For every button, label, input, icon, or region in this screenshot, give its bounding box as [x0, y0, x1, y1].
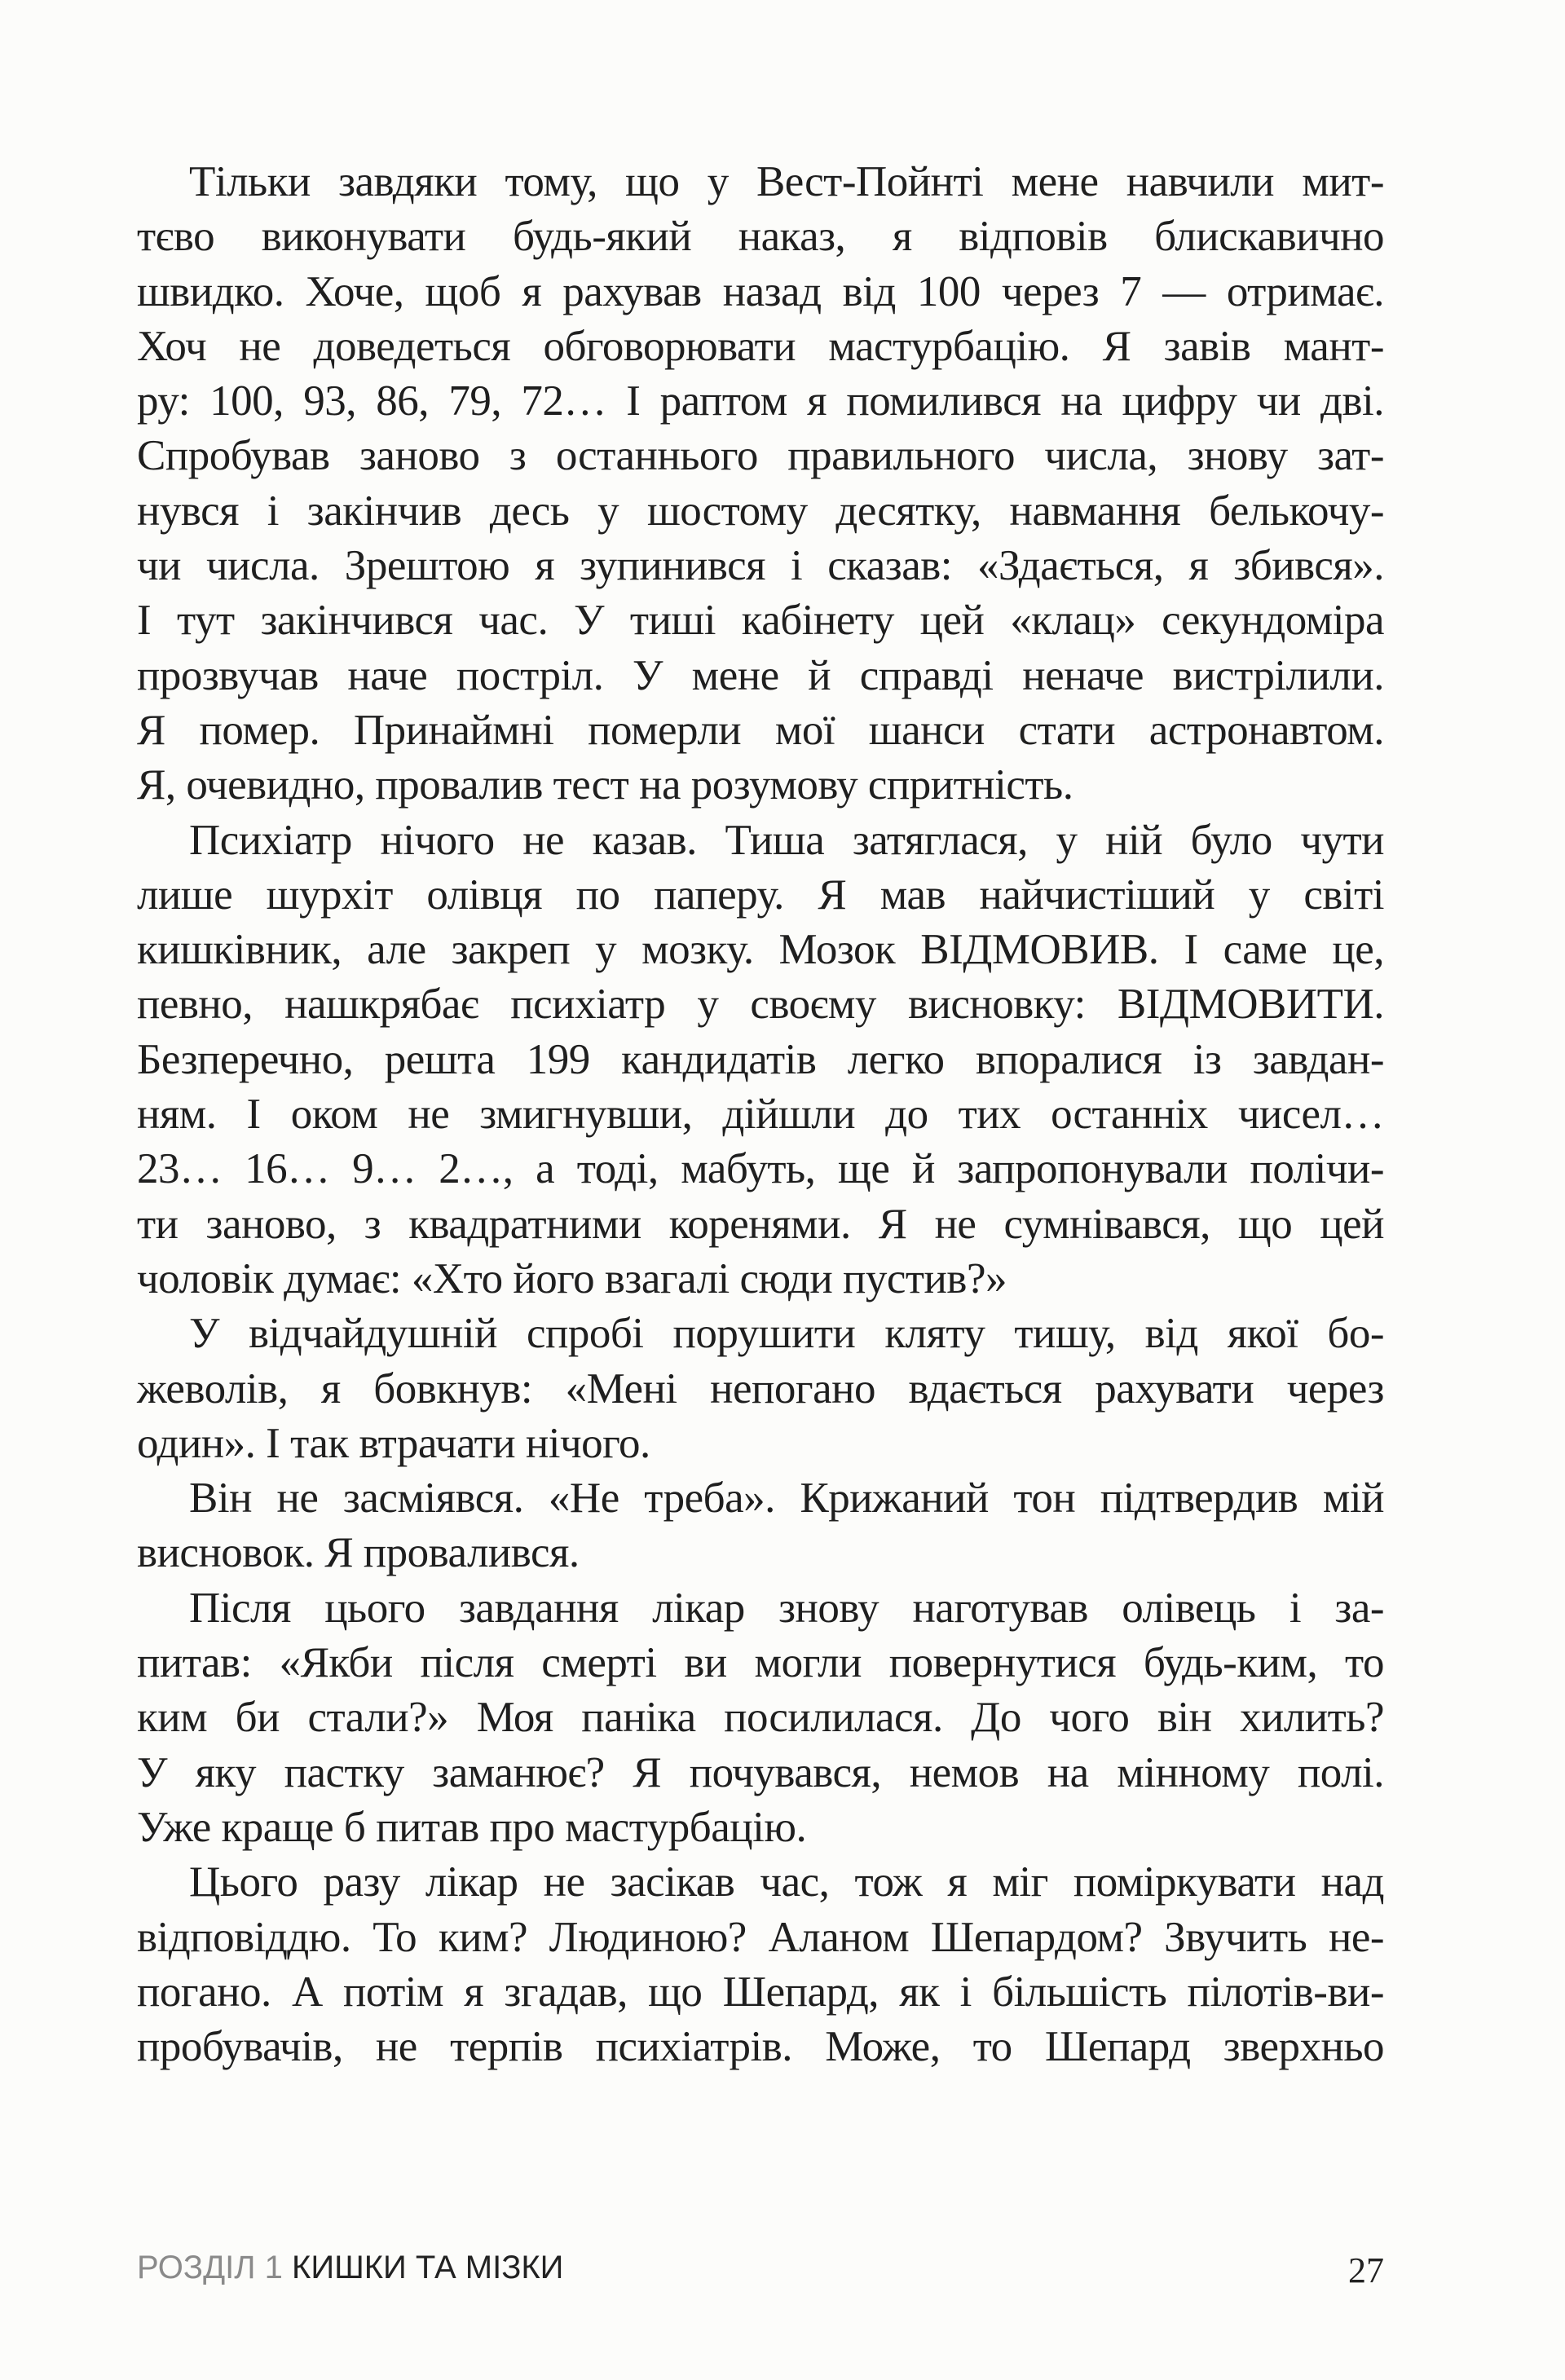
text-line: чоловік думає: «Хто його взагалі сюди пустив?»: [137, 1254, 1007, 1302]
text-line: Спробував заново з останнього правильного числа, знову зат-: [137, 432, 1384, 480]
text-line: лише шурхіт олівця по паперу. Я мав найчистіший у світі: [137, 870, 1384, 919]
text-line: Хоч не доведеться обговорювати мастурбацію. Я завів мант-: [137, 322, 1384, 370]
page-number: 27: [1348, 2250, 1384, 2290]
chapter-title: КИШКИ ТА МІЗКИ: [292, 2250, 564, 2285]
text-line: певно, нашкрябає психіатр у своєму висновку: ВІДМОВИТИ.: [137, 981, 1384, 1029]
paragraph: [137, 1855, 1384, 2074]
paragraph: [137, 813, 1384, 1307]
text-line: прозвучав наче постріл. У мене й справді неначе вистрілили.: [137, 651, 1384, 699]
text-line: І тут закінчився час. У тиші кабінету цей «клац» секундоміра: [137, 597, 1384, 645]
paragraph: [137, 1471, 1384, 1581]
text-line: У відчайдушній спробі порушити кляту тишу, від якої бо-: [189, 1310, 1384, 1358]
text-line: Він не засміявся. «Не треба». Крижаний тон підтвердив мій: [189, 1474, 1384, 1523]
paragraph: [137, 1307, 1384, 1471]
text-line: питав: «Якби після смерті ви могли повернутися будь-ким, то: [137, 1639, 1384, 1687]
text-line: тєво виконувати будь-який наказ, я відповів блискавично: [137, 213, 1384, 261]
text-line: ням. І оком не змигнувши, дійшли до тих останніх чисел…: [137, 1091, 1384, 1139]
text-line: Психіатр нічого не казав. Тиша затяглася, у ній було чути: [189, 816, 1384, 864]
text-line: 23… 16… 9… 2…, а тоді, мабуть, ще й запропонували полічи-: [137, 1145, 1384, 1193]
text-line: висновок. Я провалився.: [137, 1529, 580, 1577]
text-line: Я, очевидно, провалив тест на розумову спритність.: [137, 761, 1073, 809]
text-line: ким би стали?» Моя паніка посилилася. До чого він хилить?: [137, 1694, 1384, 1742]
text-line: жеволів, я бовкнув: «Мені непогано вдається рахувати через: [137, 1364, 1384, 1413]
text-line: Тільки завдяки тому, що у Вест-Пойнті мене навчили мит-: [189, 158, 1384, 205]
text-line: Після цього завдання лікар знову наготував олівець і за-: [189, 1584, 1384, 1632]
paragraph: [137, 1581, 1384, 1855]
text-line: ру: 100, 93, 86, 79, 72… І раптом я помилився на цифру чи дві.: [137, 377, 1384, 425]
running-footer: [137, 2250, 1384, 2298]
text-line: Я помер. Принаймні померли мої шанси стати астронавтом.: [137, 706, 1384, 754]
text-line: відповіддю. То ким? Людиною? Аланом Шепардом? Звучить не-: [137, 1913, 1384, 1961]
text-line: нувся і закінчив десь у шостому десятку, навмання белькочу-: [137, 487, 1384, 535]
text-line: пробувачів, не терпів психіатрів. Може, то Шепард зверхньо: [137, 2023, 1384, 2071]
text-line: погано. А потім я згадав, що Шепард, як і більшість пілотів-ви-: [137, 1968, 1384, 2016]
text-line: швидко. Хоче, щоб я рахував назад від 100 через 7 — отримає.: [137, 267, 1384, 315]
paragraph: [137, 155, 1384, 813]
chapter-label: РОЗДІЛ 1: [137, 2250, 283, 2285]
text-line: один». І так втрачати нічого.: [137, 1419, 650, 1467]
text-line: чи числа. Зрештою я зупинився і сказав: «Здається, я збився».: [137, 542, 1384, 590]
text-line: кишківник, але закреп у мозку. Мозок ВІДМОВИВ. І саме це,: [137, 926, 1384, 974]
text-line: Цього разу лікар не засікав час, тож я міг поміркувати над: [189, 1858, 1384, 1906]
text-line: У яку пастку заманює? Я почувався, немов на мінному полі.: [137, 1748, 1384, 1796]
text-line: ти заново, з квадратними коренями. Я не сумнівався, що цей: [137, 1200, 1384, 1248]
text-line: Безперечно, решта 199 кандидатів легко впоралися із завдан-: [137, 1035, 1384, 1083]
text-line: Уже краще б питав про мастурбацію.: [137, 1803, 807, 1851]
page-body-text: [137, 155, 1384, 2074]
